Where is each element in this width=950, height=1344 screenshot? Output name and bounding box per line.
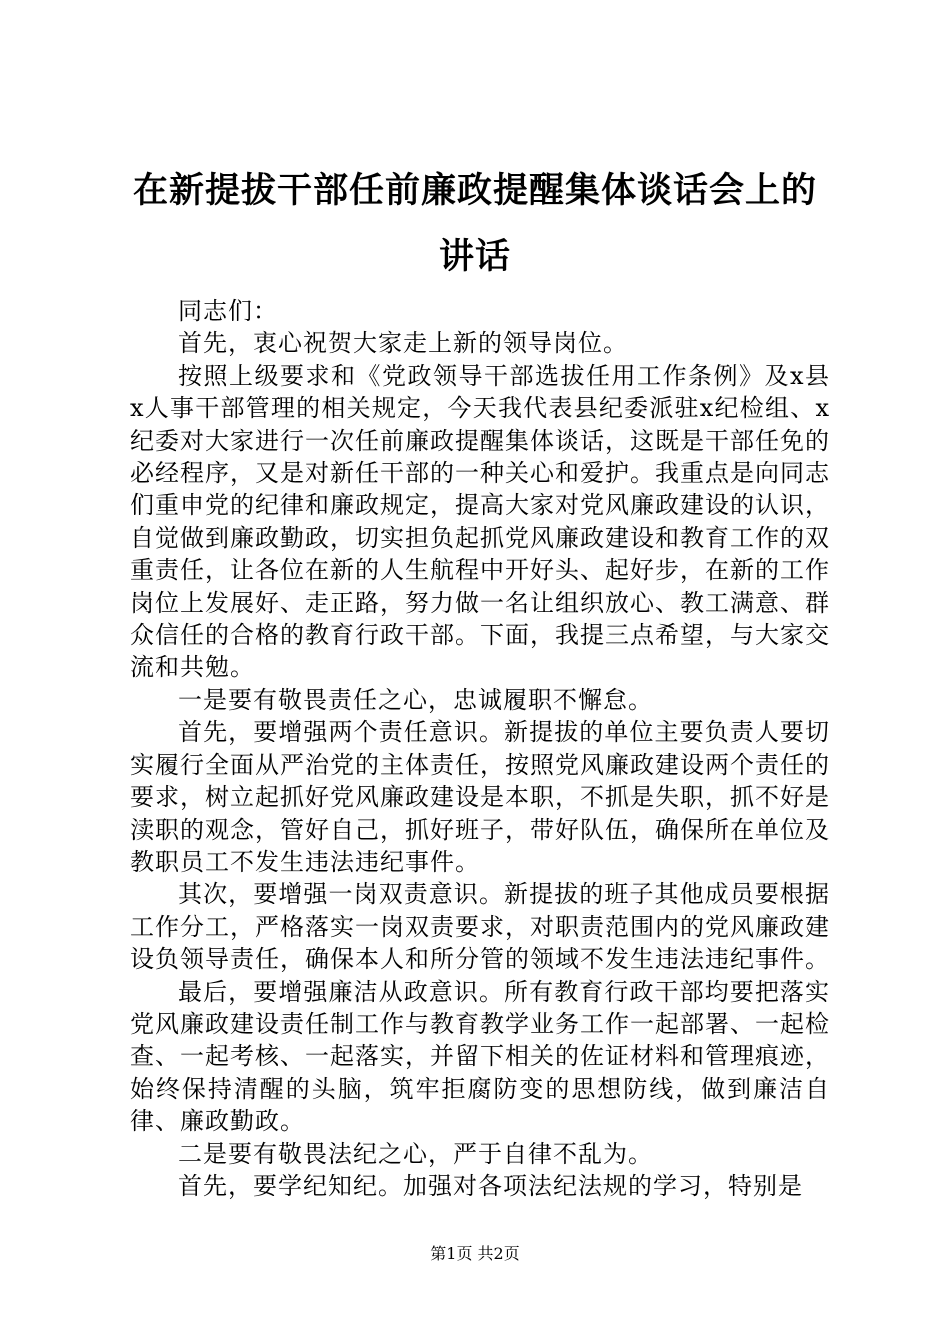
paragraph-discipline-first: 首先，要学纪知纪。加强对各项法纪法规的学习，特别是 [178,1171,803,1200]
paragraph-responsibility-last: 最后，要增强廉洁从政意识。所有教育行政干部均要把落实党风廉政建设责任制工作与教育教学业务工作一起部署、一起检查、一起考核、一起落实，并留下相关的佐证材料和管理痕迹，始终保持清醒的头脑，筑牢拒腐防变的思想防线，做到廉洁自律、廉政勤政。 [130,977,830,1136]
paragraph-introduction: 按照上级要求和《党政领导干部选拔任用工作条例》及x县x人事干部管理的相关规定，今天我代表县纪委派驻x纪检组、x纪委对大家进行一次任前廉政提醒集体谈话，这既是干部任免的必经程序，又是对新任干部的一种关心和爱护。我重点是向同志们重申党的纪律和廉政规定，提高大家对党风廉政建设的认识，自觉做到廉政勤政，切实担负起抓党风廉政建设和教育工作的双重责任，让各位在新的人生航程中开好头、起好步，在新的工作岗位上发展好、走正路，努力做一名让组织放心、教工满意、群众信任的合格的教育行政干部。下面，我提三点希望，与大家交流和共勉。 [130,361,830,682]
section-heading-one: 一是要有敬畏责任之心，忠诚履职不懈怠。 [178,685,653,714]
paragraph-responsibility-first: 首先，要增强两个责任意识。新提拔的单位主要负责人要切实履行全面从严治党的主体责任，按照党风廉政建设两个责任的要求，树立起抓好党风廉政建设是本职，不抓是失职，抓不好是渎职的观念，管好自己，抓好班子，带好队伍，确保所在单位及教职员工不发生违法违纪事件。 [130,718,830,876]
page-number-footer: 第1页 共2页 [430,1244,520,1263]
section-heading-two: 二是要有敬畏法纪之心，严于自律不乱为。 [178,1139,653,1168]
document-body [130,295,830,1202]
document-title: 在新提拔干部任前廉政提醒集体谈话会上的讲话 [132,170,817,277]
paragraph-congratulations: 首先，衷心祝贺大家走上新的领导岗位。 [178,329,628,358]
paragraph-responsibility-second: 其次，要增强一岗双责意识。新提拔的班子其他成员要根据工作分工，严格落实一岗双责要求，对职责范围内的党风廉政建设负领导责任，确保本人和所分管的领域不发生违法违纪事件。 [130,880,830,974]
paragraph-salutation: 同志们： [178,297,278,325]
